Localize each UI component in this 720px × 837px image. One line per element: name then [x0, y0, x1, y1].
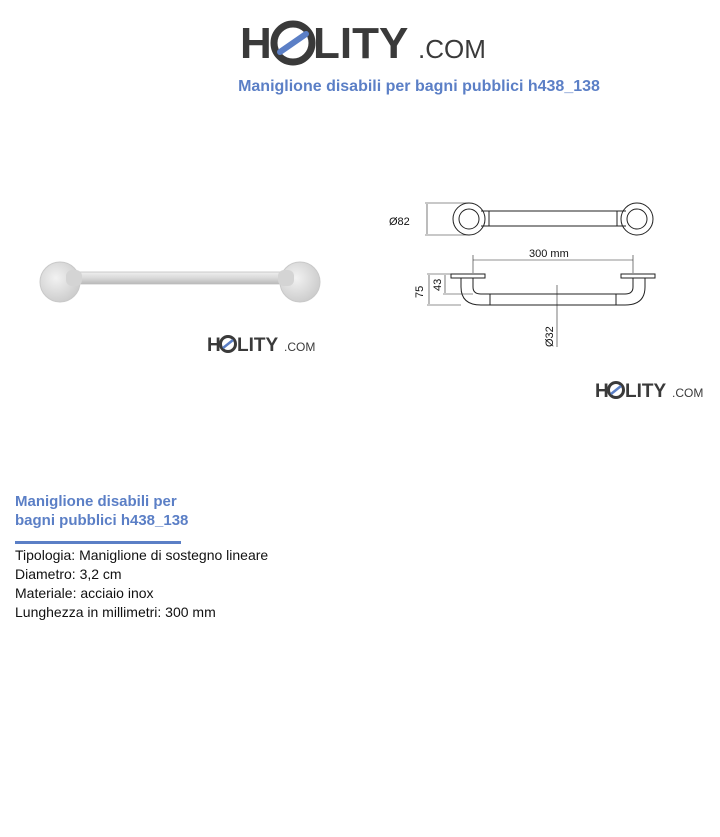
height-inner-label: 43: [432, 278, 444, 291]
drawing-logo: [595, 378, 713, 402]
svg-text:H: H: [595, 381, 609, 402]
svg-text:.COM: .COM: [284, 340, 316, 354]
svg-text:LITY: LITY: [237, 335, 279, 356]
svg-text:H: H: [240, 19, 272, 68]
length-label: 300 mm: [529, 248, 569, 260]
svg-text:LITY: LITY: [625, 381, 667, 402]
product-heading-line2: bagni pubblici h438_138: [15, 512, 189, 529]
holity-logo: [240, 18, 485, 70]
bar-diameter-label: Ø32: [544, 326, 556, 347]
svg-text:LITY: LITY: [313, 19, 409, 68]
spec-length: Lunghezza in millimetri: 300 mm: [15, 604, 216, 620]
spec-type: Tipologia: Maniglione di sostegno lineare: [15, 547, 269, 563]
logo-ring-icon: [274, 24, 312, 62]
photo-logo: [207, 332, 325, 356]
svg-text:.COM: .COM: [672, 386, 704, 400]
product-heading-line1: Maniglione disabili per: [15, 493, 177, 510]
svg-text:H: H: [207, 335, 221, 356]
heading-divider: [15, 541, 181, 544]
spec-diameter: Diametro: 3,2 cm: [15, 566, 122, 582]
header-logo[interactable]: [240, 18, 485, 70]
spec-list: [15, 546, 268, 622]
technical-drawing: [385, 195, 715, 355]
svg-text:.COM: .COM: [418, 34, 485, 64]
product-heading: [15, 492, 235, 530]
plate-diameter-label: Ø82: [389, 216, 410, 228]
page-title: Maniglione disabili per bagni pubblici h438_138: [238, 78, 600, 95]
height-outer-label: 75: [414, 285, 426, 298]
spec-material: Materiale: acciaio inox: [15, 585, 154, 601]
